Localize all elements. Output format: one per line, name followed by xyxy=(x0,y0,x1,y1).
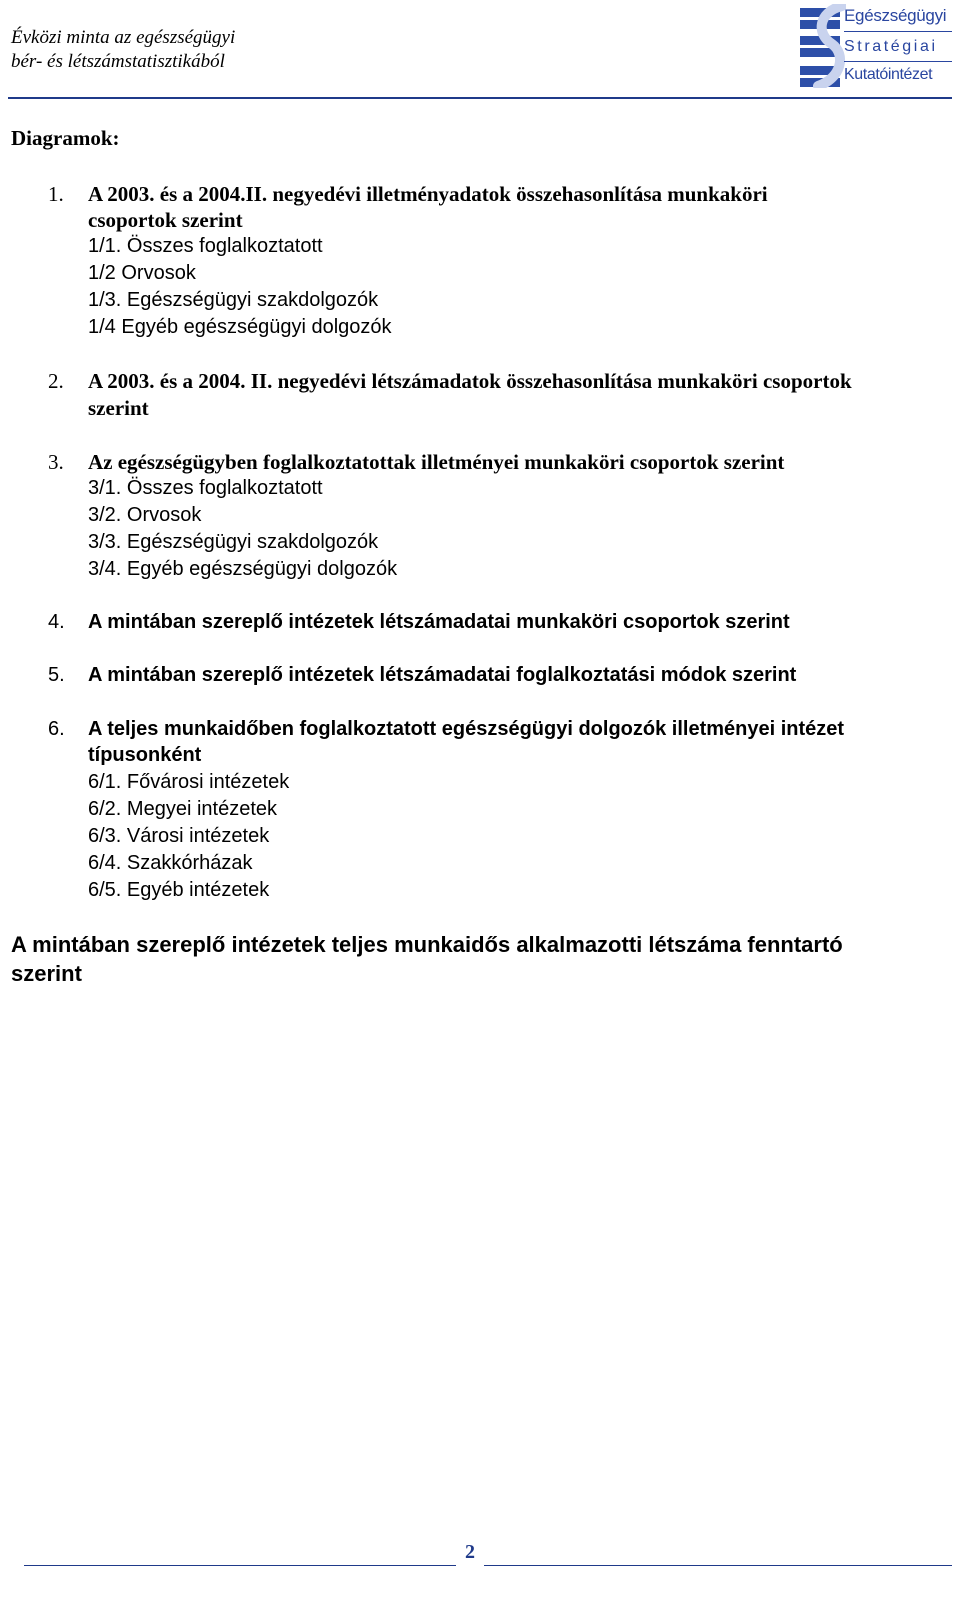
list-subitem: 6/1. Fővárosi intézetek xyxy=(88,771,290,793)
section-heading: A mintában szereplő intézetek teljes munkaidős alkalmazotti létszáma fenntartó szerint xyxy=(11,932,843,986)
document-title-line2: bér- és létszámstatisztikából xyxy=(11,51,225,72)
footer-rule xyxy=(484,1565,952,1566)
list-subitem: 1/3. Egészségügyi szakdolgozók xyxy=(88,289,379,311)
list-number: 2. xyxy=(48,369,64,393)
list-subitem: 3/3. Egészségügyi szakdolgozók xyxy=(88,531,379,553)
list-item-title-cont: szerint xyxy=(88,396,149,420)
list-subitem: 3/4. Egyéb egészségügyi dolgozók xyxy=(88,558,398,580)
logo-swoosh-icon xyxy=(812,4,846,88)
list-number: 3. xyxy=(48,450,64,474)
document-title-line1: Évközi minta az egészségügyi xyxy=(11,27,236,48)
diagrams-heading: Diagramok: xyxy=(11,126,120,150)
list-item-title: A mintában szereplő intézetek létszámadatai foglalkoztatási módok szerint xyxy=(88,664,797,686)
list-item-title: A 2003. és a 2004. II. negyedévi létszámadatok összehasonlítása munkaköri csoportok xyxy=(88,369,852,393)
list-subitem: 6/3. Városi intézetek xyxy=(88,825,270,847)
list-item-title: Az egészségügyben foglalkoztatottak illetményei munkaköri csoportok szerint xyxy=(88,450,785,474)
list-subitem: 1/2 Orvosok xyxy=(88,262,196,284)
list-item-title-cont: csoportok szerint xyxy=(88,208,243,232)
list-subitem: 1/1. Összes foglalkoztatott xyxy=(88,235,323,257)
logo-text-line1: Egészségügyi xyxy=(844,6,947,25)
header-rule xyxy=(8,97,952,99)
page-header xyxy=(0,0,960,100)
logo-underline xyxy=(844,61,952,62)
list-item-title: A 2003. és a 2004.II. negyedévi illetményadatok összehasonlítása munkaköri xyxy=(88,182,768,206)
list-number: 1. xyxy=(48,182,64,206)
page-number: 2 xyxy=(465,1541,475,1563)
list-item-title-cont: típusonként xyxy=(88,744,202,766)
list-subitem: 6/2. Megyei intézetek xyxy=(88,798,277,820)
list-subitem: 6/5. Egyéb intézetek xyxy=(88,879,270,901)
list-number: 5. xyxy=(48,664,65,686)
list-subitem: 3/1. Összes foglalkoztatott xyxy=(88,477,323,499)
list-item-title: A mintában szereplő intézetek létszámadatai munkaköri csoportok szerint xyxy=(88,611,790,633)
logo-text-line3: Kutatóintézet xyxy=(844,66,933,83)
footer-rule xyxy=(24,1565,456,1566)
list-subitem: 1/4 Egyéb egészségügyi dolgozók xyxy=(88,316,392,338)
document-title xyxy=(11,26,235,74)
list-subitem: 6/4. Szakkórházak xyxy=(88,852,253,874)
list-item-title: A teljes munkaidőben foglalkoztatott egészségügyi dolgozók illetményei intézet xyxy=(88,718,845,740)
list-number: 6. xyxy=(48,718,65,740)
logo-text-line2: Stratégiai xyxy=(844,38,938,55)
list-number: 4. xyxy=(48,611,65,633)
institute-logo xyxy=(800,4,955,88)
logo-underline xyxy=(844,31,952,32)
list-subitem: 3/2. Orvosok xyxy=(88,504,202,526)
